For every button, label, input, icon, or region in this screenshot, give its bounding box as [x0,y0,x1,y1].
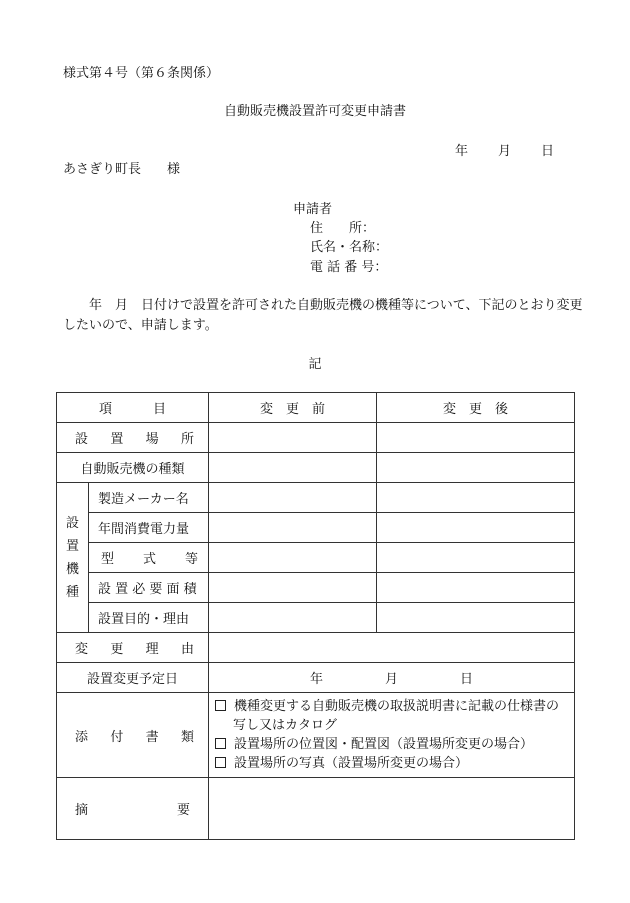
location-before-field[interactable] [209,423,377,453]
manufacturer-before-field[interactable] [209,483,377,513]
schedule-day-label: 日 [460,672,474,687]
label-attachments: 添 付 書 類 [57,693,209,778]
label-summary: 摘 要 [57,778,209,840]
label-location: 設 置 場 所 [57,423,209,453]
area-after-field[interactable] [377,573,575,603]
applicant-address-label: 住 所： [310,221,376,236]
label-installed-model-group: 設 置 機 種 [57,483,89,633]
request-statement: 年 月 日付けで設置を許可された自動販売機の機種等について、下記のとおり変更したいので、申請します。 [63,298,583,333]
purpose-after-field[interactable] [377,603,575,633]
date-month-label: 月 [498,144,512,159]
table-row [57,453,575,483]
power-after-field[interactable] [377,513,575,543]
table-header-row [57,393,575,423]
purpose-before-field[interactable] [209,603,377,633]
summary-field[interactable] [209,778,575,840]
checkbox[interactable] [215,757,226,768]
table-row [57,423,575,453]
schedule-field[interactable] [209,663,575,693]
document-title: 自動販売機設置許可変更申請書 [223,104,406,119]
table-row [57,483,575,513]
list-item: 設置場所の写真（設置場所変更の場合） [215,754,570,773]
table-row [57,543,575,573]
list-item: 設置場所の位置図・配置図（設置場所変更の場合） [215,735,570,754]
label-area: 設 置 必 要 面 積 [89,573,209,603]
label-model: 型 式 等 [89,543,209,573]
location-after-field[interactable] [377,423,575,453]
model-before-field[interactable] [209,543,377,573]
applicant-name-label: 氏名・名称： [310,240,389,255]
power-before-field[interactable] [209,513,377,543]
header-item: 項 目 [57,393,209,423]
label-machine-type: 自動販売機の種類 [57,453,209,483]
label-schedule: 設置変更予定日 [57,663,209,693]
date-year-label: 年 [455,144,469,159]
addressee: あさぎり町長 様 [63,162,181,177]
header-before: 変 更 前 [209,393,377,423]
label-power: 年間消費電力量 [89,513,209,543]
label-reason: 変 更 理 由 [57,633,209,663]
applicant-tel-label: 電 話 番 号： [310,260,388,275]
attachments-list [209,693,575,778]
change-details-table [56,392,575,840]
table-row [57,603,575,633]
schedule-month-label: 月 [384,672,398,687]
checkbox[interactable] [215,700,226,711]
manufacturer-after-field[interactable] [377,483,575,513]
area-before-field[interactable] [209,573,377,603]
table-row [57,573,575,603]
model-after-field[interactable] [377,543,575,573]
application-date [455,144,554,160]
label-purpose: 設置目的・理由 [89,603,209,633]
machine-type-before-field[interactable] [209,453,377,483]
table-row [57,778,575,840]
label-manufacturer: 製造メーカー名 [89,483,209,513]
form-number: 様式第４号（第６条関係） [63,66,220,81]
date-day-label: 日 [541,144,555,159]
ki-heading: 記 [308,357,322,372]
header-after: 変 更 後 [377,393,575,423]
applicant-heading: 申請者 [293,202,333,217]
table-row [57,693,575,778]
schedule-year-label: 年 [309,672,323,687]
list-item: 機種変更する自動販売機の取扱説明書に記載の仕様書の写し又はカタログ [215,697,570,735]
table-row [57,513,575,543]
checkbox[interactable] [215,738,226,749]
reason-field[interactable] [209,633,575,663]
machine-type-after-field[interactable] [377,453,575,483]
table-row [57,633,575,663]
table-row [57,663,575,693]
